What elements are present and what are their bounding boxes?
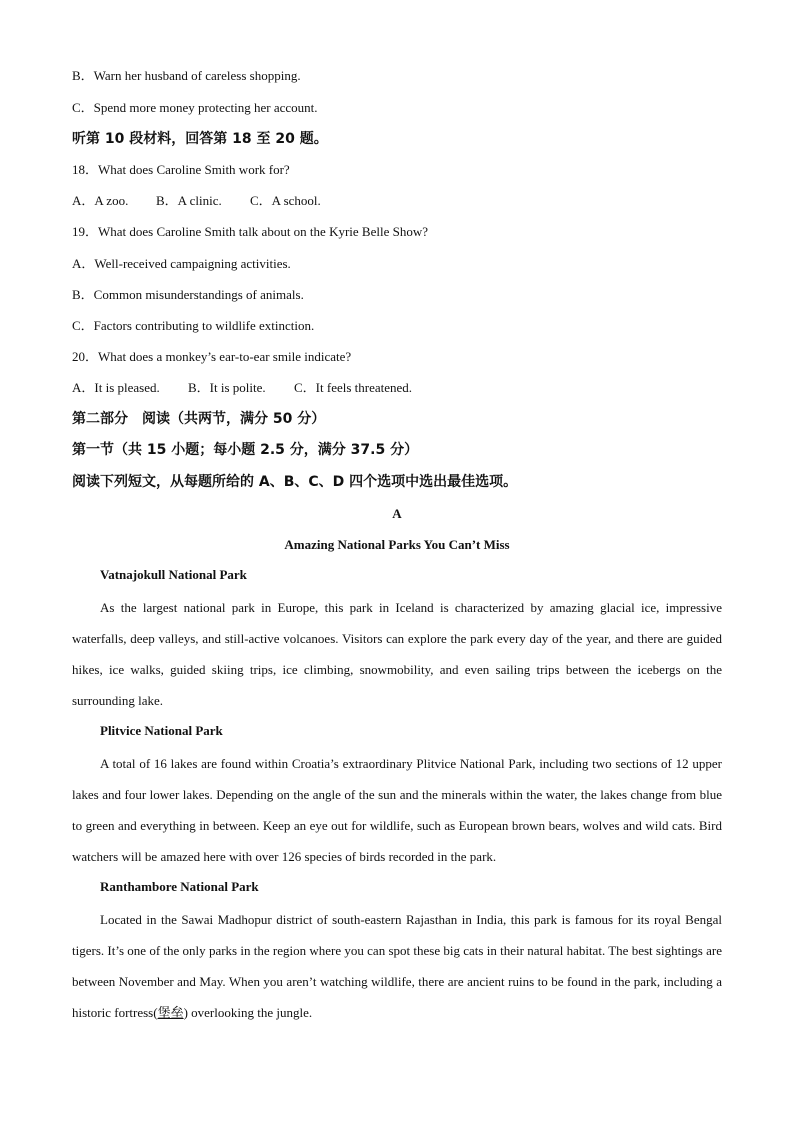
park-heading-plitvice: Plitvice National Park — [100, 723, 223, 738]
q20-question: 20．What does a monkey’s ear-to-ear smile indicate? — [72, 349, 352, 364]
q19-option-b: B．Common misunderstandings of animals. — [72, 287, 304, 302]
q17-option-b: B．Warn her husband of careless shopping. — [72, 68, 301, 83]
q19-option-c: C．Factors contributing to wildlife extinction. — [72, 318, 315, 333]
section10-instruction: 听第 10 段材料，回答第 18 至 20 题。 — [72, 131, 328, 147]
q19-question: 19．What does Caroline Smith talk about on the Kyrie Belle Show? — [72, 224, 428, 239]
q18-options — [72, 193, 321, 209]
park-text-ranthambore — [72, 904, 722, 1028]
q20-option-b: B．It is polite. — [188, 380, 266, 395]
q18-option-b: B．A clinic. — [156, 193, 222, 208]
q17-option-c: C．Spend more money protecting her account. — [72, 100, 318, 115]
ranthambore-text-main: Located in the Sawai Madhopur district of south-eastern Rajasthan in India, this park is famous for its royal Bengal tigers. It’s one of the only parks in the region where you can spot these big cats in their natural habitat. The best sightings are between November and May. When you aren’t watching wildlife, there are ancient ruins to be found in the park, including a historic fortress( — [72, 912, 722, 1020]
fortress-gloss: 堡垒 — [157, 1005, 184, 1020]
ranthambore-text-end: ) overlooking the jungle. — [183, 1005, 313, 1020]
section1-title: 第一节（共 15 小题；每小题 2.5 分，满分 37.5 分） — [72, 442, 419, 458]
passage-letter: A — [392, 506, 402, 521]
park-text-plitvice: A total of 16 lakes are found within Croatia’s extraordinary Plitvice National Park, including two sections of 12 upper lakes and four lower lakes. Depending on the angle of the sun and the minerals within the water, the lakes change from blue to green and everything in between. Keep an eye out for wildlife, such as European brown bears, wolves and wild cats. Bird watchers will be amazed here with over 126 species of birds recorded in the park. — [72, 756, 722, 864]
q20-option-a: A．It is pleased. — [72, 380, 160, 395]
q18-option-a: A．A zoo. — [72, 193, 129, 208]
passage-title: Amazing National Parks You Can’t Miss — [284, 537, 510, 552]
reading-instruction: 阅读下列短文，从每题所给的 A、B、C、D 四个选项中选出最佳选项。 — [72, 474, 518, 490]
part2-title: 第二部分 阅读（共两节，满分 50 分） — [72, 411, 326, 427]
park-heading-vatnajokull: Vatnajokull National Park — [100, 567, 247, 582]
park-heading-ranthambore: Ranthambore National Park — [100, 879, 259, 894]
q20-options — [72, 380, 412, 396]
q19-option-a: A．Well-received campaigning activities. — [72, 256, 291, 271]
q18-option-c: C．A school. — [250, 193, 321, 208]
park-text-vatnajokull: As the largest national park in Europe, this park in Iceland is characterized by amazing glacial ice, impressive waterfalls, deep valleys, and still-active volcanoes. Visitors can explore the park every day of the year, and there are guided hikes, ice walks, guided skiing trips, ice climbing, snowmobility, and even sailing trips between the icebergs on the surrounding lake. — [72, 600, 722, 708]
q20-option-c: C．It feels threatened. — [294, 380, 413, 395]
q18-question: 18．What does Caroline Smith work for? — [72, 162, 290, 177]
